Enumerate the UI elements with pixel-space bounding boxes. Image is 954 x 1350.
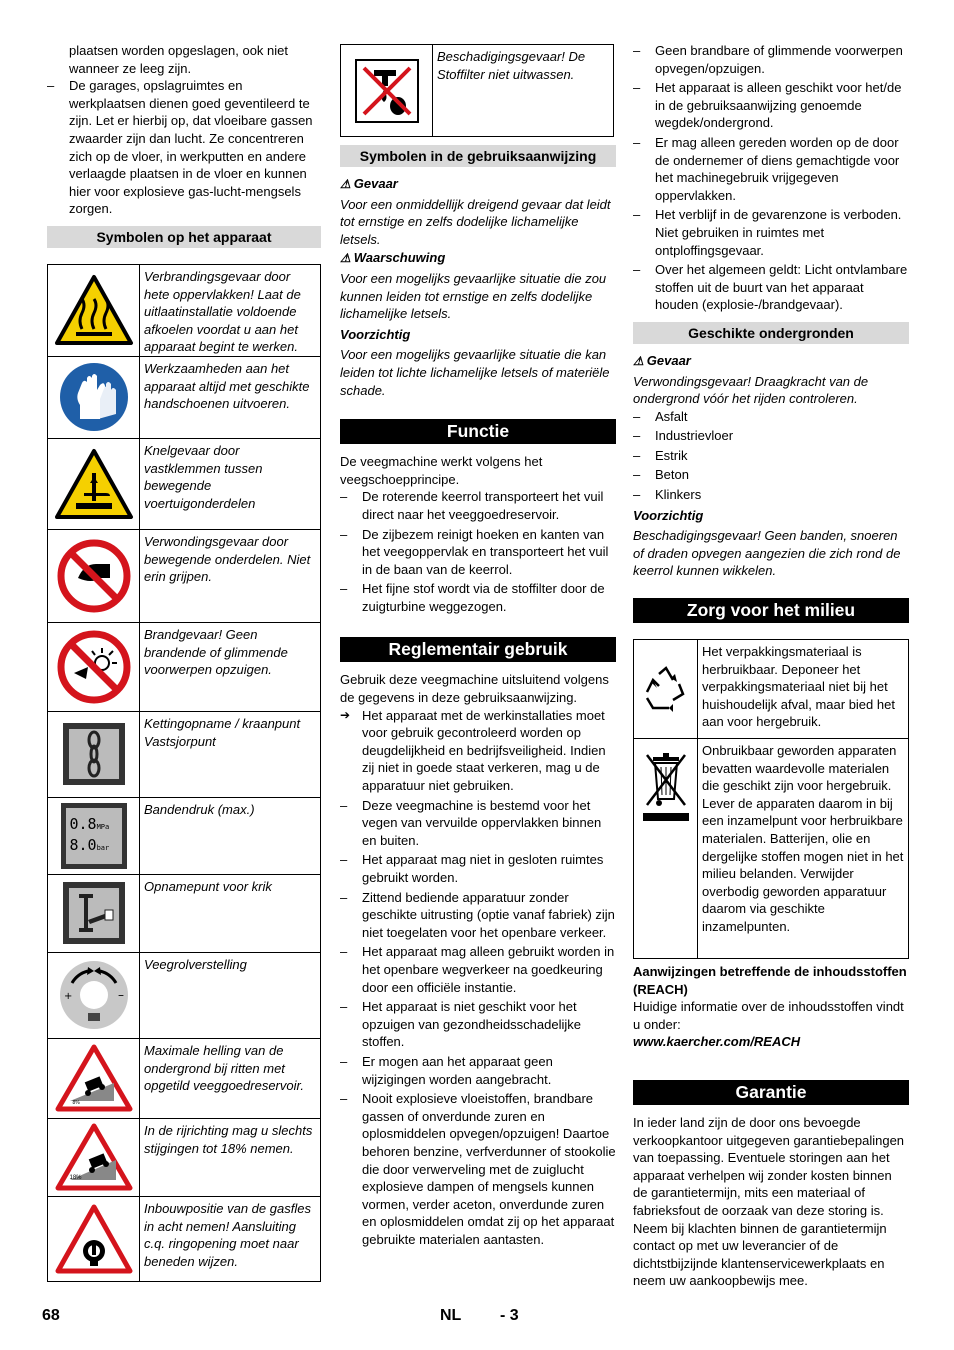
- list-item: – Estrik: [633, 447, 909, 465]
- symbol-text: Werkzaamheden aan het apparaat altijd met geschikte handschoenen uitvoeren.: [140, 356, 321, 438]
- garantie-heading: Garantie: [633, 1080, 909, 1105]
- functie-intro: De veegmachine werkt volgens het veegschoepprincipe.: [340, 454, 543, 487]
- symbol-text: Bandendruk (max.): [140, 797, 321, 874]
- symbol-text: Kettingopname / kraanpunt Vastsjorpunt: [140, 711, 321, 797]
- list-item: – Er mogen aan het apparaat geen wijzigingen worden aangebracht.: [340, 1053, 616, 1088]
- voorzichtig-label: Voorzichtig: [340, 326, 411, 342]
- list-item: – De roterende keerrol transporteert het vuil direct naar het veeggoedreservoir.: [340, 488, 616, 523]
- symbols-device-heading: Symbolen op het apparaat: [47, 226, 321, 248]
- symbol-text: Maximale helling van de ondergrond bij ritten met opgetild veeggoedreservoir.: [140, 1038, 321, 1118]
- hot-surface-icon: [54, 273, 134, 347]
- list-item: – De zijbezem reinigt hoeken en kanten van het veegoppervlak en transporteert het vuil in de baan van de keerrol.: [340, 526, 616, 579]
- symbol-text: Opnamepunt voor krik: [140, 874, 321, 952]
- symbol-row: [48, 356, 321, 438]
- gloves-icon: [58, 361, 130, 433]
- list-item: – Zittend bediende apparatuur zonder geschikte uitrusting (optie vanaf fabriek) zijn niet toegelaten voor het openbare verkeer.: [340, 889, 616, 942]
- list-item: – Het verblijf in de gevarenzone is verboden. Niet gebruiken in ruimtes met ontploffingsgevaar.: [633, 206, 909, 259]
- waarschuwing-label: Waarschuwing: [353, 250, 446, 266]
- slope-18-icon: [54, 1122, 134, 1192]
- warning-triangle-icon: ⚠: [340, 251, 351, 266]
- list-item: – Het apparaat mag niet in gesloten ruimtes gebruikt worden.: [340, 851, 616, 886]
- list-item: – Asfalt: [633, 408, 909, 426]
- functie-heading: Functie: [340, 419, 616, 444]
- list-item: – Nooit explosieve vloeistoffen, brandbare gassen of onverdunde zuren en oplosmiddelen opvegen/opzuigen! Daartoe behoren benzine, verfverdunner of stookolie die door verwerveling met de zuiglucht explosieve dampen of mengsels kunnen vormen, verder aceton, onverdunde zuren en oplosmiddelen omdat zij op het apparaat gebruikte materialen aantasten.: [340, 1090, 616, 1248]
- manual-symbols-heading: Symbolen in de gebruiksaanwijzing: [340, 145, 616, 167]
- symbol-text: Veegrolverstelling: [140, 952, 321, 1038]
- warning-triangle-icon: ⚠: [633, 353, 644, 368]
- list-item: – Het fijne stof wordt via de stoffilter door de zuigturbine weggezogen.: [340, 580, 616, 615]
- list-item: – Klinkers: [633, 486, 909, 504]
- reach-text: Huidige informatie over de inhoudsstoffen vindt u onder:: [633, 999, 904, 1032]
- list-item: – Het apparaat is niet geschikt voor het opzuigen van gezondheidsschadelijke stoffen.: [340, 998, 616, 1051]
- milieu-heading: Zorg voor het milieu: [633, 598, 909, 623]
- max-slope-icon: [54, 1043, 134, 1113]
- list-item: – Het apparaat mag alleen gebruikt worden in het openbare wegverkeer na goedkeuring door een officiële instantie.: [340, 943, 616, 996]
- list-item: – Geen brandbare of glimmende voorwerpen opvegen/opzuigen.: [633, 42, 909, 77]
- reach-heading: Aanwijzingen betreffende de inhoudsstoffen (REACH): [633, 964, 907, 997]
- symbol-row: [48, 529, 321, 622]
- language-code: NL: [440, 1307, 462, 1324]
- reglementair-heading: Reglementair gebruik: [340, 637, 616, 662]
- weee-bin-icon: [641, 747, 691, 823]
- symbol-row: [48, 264, 321, 356]
- symbol-row: 8% Maximale helling van de ondergrond bij ritten met opgetild veeggoedreservoir.: [48, 1038, 321, 1118]
- disposal-text: Onbruikbaar geworden apparaten bevatten waardevolle materialen die geschikt zijn voor hergebruik. Lever de apparaten daarom in bij een inzamelpunt voor herbruikbare materialen. Batterijen, olie en dergelijke stoffen mogen niet in het milieu belanden. Verwijder overbodig geworden apparatuur daarom via geschikte inzamelpunten.: [698, 739, 909, 959]
- symbol-text: Inbouwpositie van de gasfles in acht nemen! Aansluiting c.q. ringopening moet naar beneden wijzen.: [140, 1196, 321, 1281]
- voorzichtig-label: Voorzichtig: [633, 507, 704, 523]
- page-number: 68: [42, 1307, 60, 1324]
- no-reach-in-icon: [56, 538, 132, 614]
- symbol-text: Verwondingsgevaar door bewegende onderdelen. Niet erin grijpen.: [140, 529, 321, 622]
- symbol-row: [48, 952, 321, 1038]
- symbol-text: Brandgevaar! Geen brandende of glimmende voorwerpen opzuigen.: [140, 622, 321, 711]
- jack-point-icon: [61, 880, 127, 946]
- list-item: – Deze veegmachine is bestemd voor het vegen van vervuilde oppervlakken binnen en buiten.: [340, 797, 616, 850]
- garantie-text: In ieder land zijn de door ons bevoegde verkoopkantoor uitgegeven garantiebepalingen van toepassing. Eventuele storingen aan het apparaat verhelpen wij zonder kosten binnen de garantietermijn, mits een materiaal of fabrieksfout de oorzaak van deze storing is. Neem bij klachten binnen de garantietermijn contact op met uw leverancier of de dichtstbijzijnde klantenservicewerkplaats en neem uw aankoopbewijs mee.: [633, 1115, 905, 1289]
- packaging-text: Het verpakkingsmateriaal is herbruikbaar. Deponeer het verpakkingsmateriaal niet bij het huishoudelijk afval, maar bied het aan voor hergebruik.: [698, 640, 909, 739]
- environment-table: [633, 639, 909, 959]
- svg-text:–: –: [117, 988, 124, 1003]
- reach-link[interactable]: www.kaercher.com/REACH: [633, 1034, 801, 1050]
- arrow-item: ➔ Het apparaat met de werkinstallaties moet voor gebruik gecontroleerd worden op deugdelijkheid en bedrijfsveiligheid. Indien zij niet in goede staat verkeren, mag u de apparatuur niet gebruiken.: [340, 707, 616, 795]
- ondergronden-heading: Geschikte ondergronden: [633, 322, 909, 344]
- symbol-row: 18% In de rijrichting mag u slechts stijgingen tot 18% nemen.: [48, 1118, 321, 1196]
- gevaar-label: Gevaar: [646, 352, 691, 368]
- crush-hazard-icon: [54, 447, 134, 521]
- reglementair-intro: Gebruik deze veegmachine uitsluitend volgens de gegevens in deze gebruiksaanwijzing.: [340, 672, 609, 706]
- voorzichtig-text: Beschadigingsgevaar! Geen banden, snoeren of draden opvegen aangezien die zich rond de keerrol kunnen wikkelen.: [633, 528, 901, 579]
- device-symbols-table: [47, 264, 321, 1282]
- no-glowing-objects-icon: [56, 629, 132, 705]
- list-item: – Het apparaat is alleen geschikt voor het/de in de gebruiksaanwijzing genoemde wegdek/ondergrond.: [633, 79, 909, 132]
- waarschuwing-text: Voor een mogelijks gevaarlijke situatie die zou kunnen leiden tot ernstige en zelfs dodelijke lichamelijke letsels.: [340, 270, 607, 322]
- symbol-text: Knelgevaar door vastklemmen tussen bewegende voertuigonderdelen: [140, 438, 321, 529]
- gevaar-text: Verwondingsgevaar! Draagkracht van de ondergrond vóór het rijden controleren.: [633, 373, 869, 407]
- voorzichtig-text: Voor een mogelijks gevaarlijke situatie die kan leiden tot lichte lichamelijke letsels of materiële schade.: [340, 347, 610, 398]
- symbol-text: In de rijrichting mag u slechts stijgingen tot 18% nemen.: [140, 1118, 321, 1196]
- symbol-text: Verbrandingsgevaar door hete oppervlakken! Laat de uitlaatinstallatie voldoende afkoelen voordat u aan het apparaat begint te werken.: [140, 264, 321, 356]
- filter-warning-table: [340, 44, 614, 137]
- list-item: – Over het algemeen geldt: Licht ontvlambare stoffen uit de buurt van het apparaat houden (explosie-/brandgevaar).: [633, 261, 909, 314]
- symbol-row: [48, 711, 321, 797]
- gevaar-label: Gevaar: [353, 176, 398, 191]
- column-2: [340, 44, 616, 1250]
- list-item: – Industrievloer: [633, 427, 909, 445]
- column-3: [633, 42, 909, 1290]
- garage-ventilation-item: – De garages, opslagruimtes en werkplaatsen dienen goed geventileerd te zijn. Let er hierbij op, dat vloeibare gassen zwaarder zijn dan lucht. Ze concentreren zich op de vloer, in werkputten en andere verlaagde plaatsen in de vloer en kunnen hier voor explosieve gas-lucht-mengsels zorgen.: [47, 77, 321, 218]
- column-1: [47, 42, 321, 1282]
- symbol-row: [48, 438, 321, 529]
- chain-lifting-point-icon: [61, 721, 127, 787]
- warning-triangle-icon: ⚠: [340, 177, 351, 191]
- list-item: – Er mag alleen gereden worden op de door de ondernemer of diens gemachtigde voor het machinegebruik vrijgegeven oppervlakken.: [633, 134, 909, 204]
- section-number: - 3: [500, 1307, 519, 1324]
- symbol-row: [48, 622, 321, 711]
- symbol-row: [48, 874, 321, 952]
- symbol-row: [48, 797, 321, 874]
- gas-bottle-position-icon: [54, 1203, 134, 1275]
- tire-pressure-icon: 0.8MPa 8.0bar: [61, 803, 127, 869]
- gevaar-text: Voor een onmiddellijk dreigend gevaar dat leidt tot ernstige en zelfs dodelijke lichamelijke letsels.: [340, 196, 611, 247]
- filter-warning-text: Beschadigingsgevaar! De Stoffilter niet uitwassen.: [433, 45, 614, 137]
- list-item: – Beton: [633, 466, 909, 484]
- no-wash-filter-icon: [354, 58, 420, 124]
- intro-continuation: plaatsen worden opgeslagen, ook niet wanneer ze leeg zijn.: [69, 43, 288, 76]
- sweep-roller-adjust-icon: [56, 957, 132, 1033]
- svg-text:+: +: [63, 991, 72, 1003]
- recycle-icon: [639, 662, 693, 716]
- symbol-row: [48, 1196, 321, 1281]
